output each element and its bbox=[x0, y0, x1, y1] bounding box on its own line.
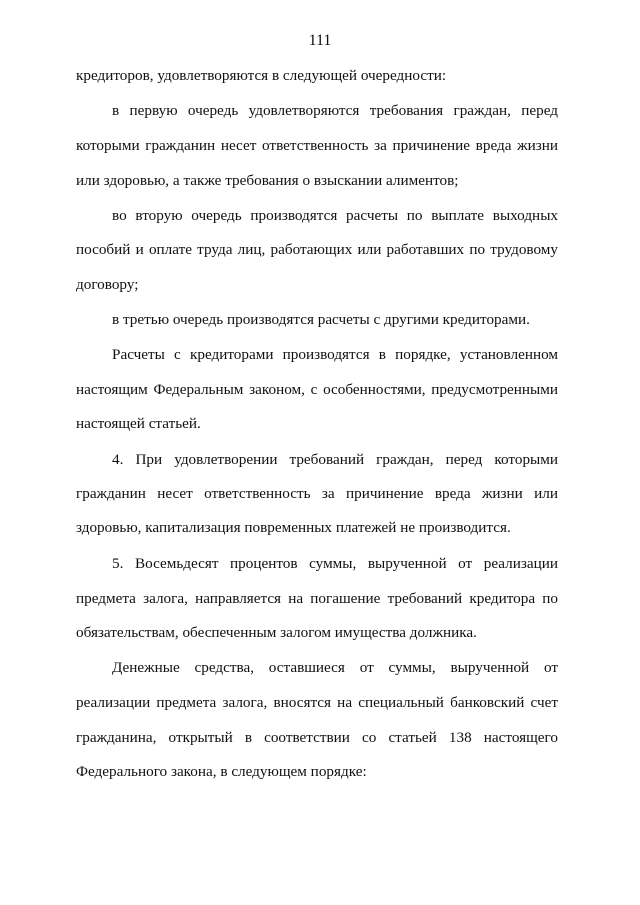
text-line: настоящим Федеральным законом, с особенностями, предусмотренными bbox=[76, 381, 558, 398]
text-line: гражданин несет ответственность за причинение вреда жизни или bbox=[76, 485, 558, 502]
text-line: гражданина, открытый в соответствии со статьей 138 настоящего bbox=[76, 729, 558, 746]
text-line: договору; bbox=[76, 276, 139, 293]
text-line: 4. При удовлетворении требований граждан, перед которыми bbox=[112, 451, 558, 468]
text-line: в первую очередь удовлетворяются требования граждан, перед bbox=[112, 102, 558, 119]
text-line: предмета залога, направляется на погашение требований кредитора по bbox=[76, 590, 558, 607]
text-line: Федерального закона, в следующем порядке: bbox=[76, 763, 367, 780]
text-line: 5. Восемьдесят процентов суммы, вырученной от реализации bbox=[112, 555, 558, 572]
page-number: 111 bbox=[308, 32, 332, 49]
text-line: настоящей статьей. bbox=[76, 415, 201, 432]
text-line: во вторую очередь производятся расчеты по выплате выходных bbox=[112, 207, 558, 224]
text-line: здоровью, капитализация повременных платежей не производится. bbox=[76, 519, 511, 536]
text-line: кредиторов, удовлетворяются в следующей очередности: bbox=[76, 67, 447, 84]
text-line: пособий и оплате труда лиц, работающих или работавших по трудовому bbox=[76, 241, 558, 258]
text-line: или здоровью, а также требования о взыскании алиментов; bbox=[76, 172, 459, 189]
text-line: которыми гражданин несет ответственность за причинение вреда жизни bbox=[76, 137, 558, 154]
text-line: Денежные средства, оставшиеся от суммы, вырученной от bbox=[112, 659, 558, 676]
text-line: реализации предмета залога, вносятся на специальный банковский счет bbox=[76, 694, 558, 711]
text-line: Расчеты с кредиторами производятся в порядке, установленном bbox=[112, 346, 558, 363]
text-line: в третью очередь производятся расчеты с другими кредиторами. bbox=[112, 311, 530, 328]
text-line: обязательствам, обеспеченным залогом имущества должника. bbox=[76, 624, 477, 641]
